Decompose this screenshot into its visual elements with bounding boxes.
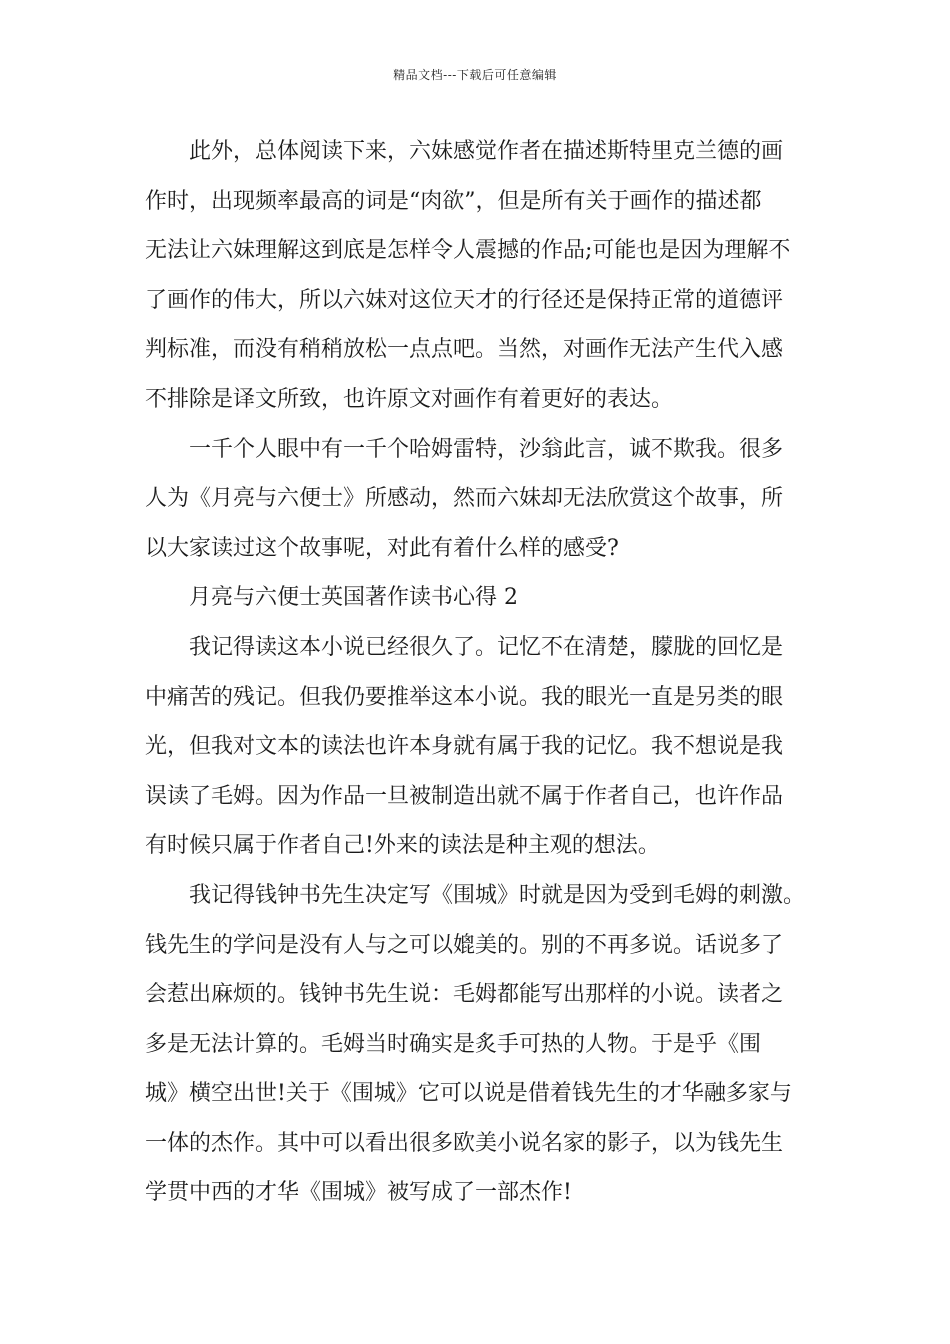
- paragraph-line: 中痛苦的残记。但我仍要推举这本小说。我的眼光一直是另类的眼: [145, 684, 784, 710]
- document-body: [145, 127, 825, 1218]
- page-header: 精品文档---下载后可任意编辑: [393, 68, 557, 82]
- paragraph-line: 我记得钱钟书先生决定写《围城》时就是因为受到毛姆的刺激。: [189, 882, 806, 908]
- paragraph-line: 多是无法计算的。毛姆当时确实是炙手可热的人物。于是乎《围: [145, 1031, 762, 1057]
- paragraph-line: 人为《月亮与六便士》所感动，然而六妹却无法欣赏这个故事，所: [145, 486, 784, 512]
- paragraph-line: 一体的杰作。其中可以看出很多欧美小说名家的影子，以为钱先生: [145, 1130, 784, 1156]
- paragraph-line: 光，但我对文本的读法也许本身就有属于我的记忆。我不想说是我: [145, 734, 784, 760]
- paragraph-line: 此外，总体阅读下来，六妹感觉作者在描述斯特里克兰德的画: [189, 139, 784, 164]
- paragraph-line: 无法让六妹理解这到底是怎样令人震撼的作品;可能也是因为理解不: [145, 238, 791, 264]
- paragraph-line: 误读了毛姆。因为作品一旦被制造出就不属于作者自己，也许作品: [145, 783, 784, 809]
- paragraph-line: 判标准，而没有稍稍放松一点点吧。当然，对画作无法产生代入感: [145, 337, 784, 363]
- paragraph-line: 不排除是译文所致，也许原文对画作有着更好的表达。: [145, 386, 674, 412]
- paragraph-line: 作时，出现频率最高的词是“肉欲”，但是所有关于画作的描述都: [145, 188, 762, 214]
- paragraph-line: 会惹出麻烦的。钱钟书先生说：毛姆都能写出那样的小说。读者之: [145, 982, 784, 1008]
- paragraph-line: 学贯中西的才华《围城》被写成了一部杰作!: [145, 1180, 572, 1206]
- paragraph-line: 一千个人眼中有一千个哈姆雷特，沙翁此言，诚不欺我。很多: [189, 436, 784, 462]
- paragraph-line: 了画作的伟大，所以六妹对这位天才的行径还是保持正常的道德评: [145, 287, 784, 313]
- section-heading: 月亮与六便士英国著作读书心得 2: [189, 585, 518, 611]
- paragraph-line: 以大家读过这个故事呢，对此有着什么样的感受?: [145, 535, 619, 561]
- paragraph-line: 钱先生的学问是没有人与之可以媲美的。别的不再多说。话说多了: [145, 932, 784, 958]
- paragraph-line: 有时候只属于作者自己!外来的读法是种主观的想法。: [145, 833, 660, 859]
- paragraph-line: 我记得读这本小说已经很久了。记忆不在清楚，朦胧的回忆是: [189, 634, 784, 660]
- paragraph-line: 城》横空出世!关于《围城》它可以说是借着钱先生的才华融多家与: [145, 1081, 792, 1107]
